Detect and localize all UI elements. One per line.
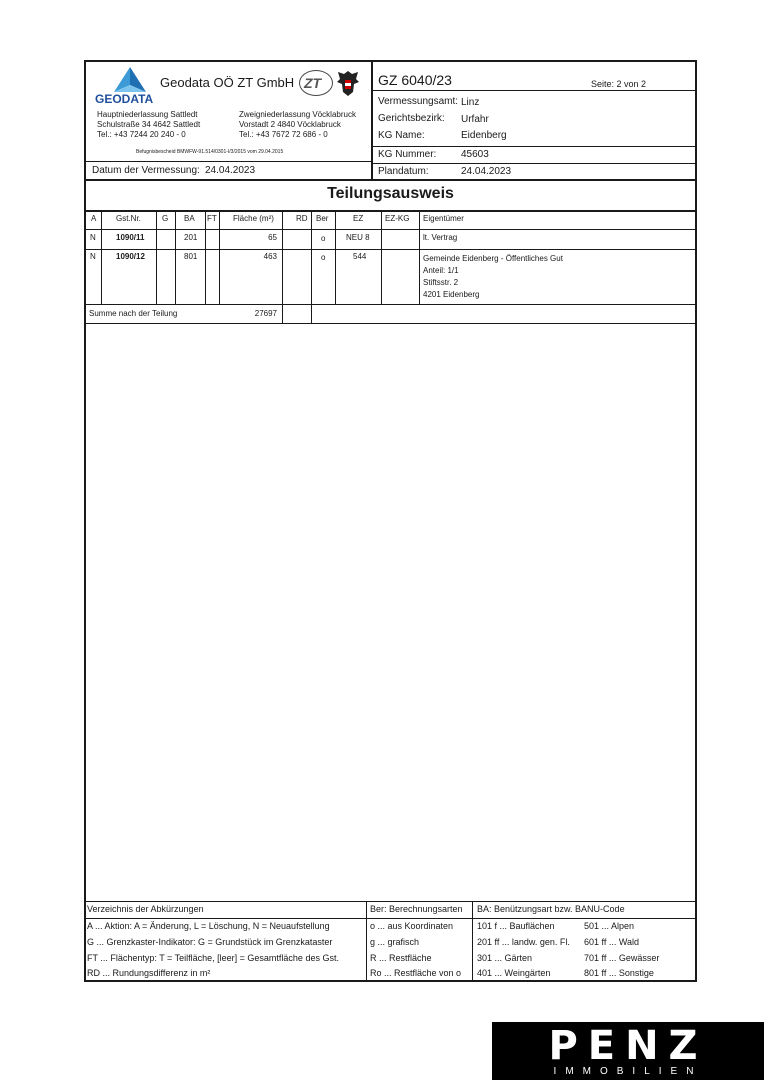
ba-item: 501 ... Alpen <box>584 921 635 931</box>
main-office-title: Hauptniederlassung Sattledt <box>97 110 198 119</box>
legend-col-line <box>366 901 367 981</box>
ba-title: BA: Benützungsart bzw. BANU-Code <box>477 904 625 914</box>
penz-logo <box>492 1022 764 1080</box>
col-header-ber: Ber <box>316 214 329 223</box>
info-value: 24.04.2023 <box>461 166 512 177</box>
ber-item: g ... grafisch <box>370 937 420 947</box>
row1-owner: lt. Vertrag <box>423 233 458 242</box>
row2-owner-line: Gemeinde Eidenberg - Öffentliches Gut <box>423 254 563 263</box>
col-header-ft: FT <box>207 214 217 223</box>
ba-item: 701 ff ... Gewässer <box>584 953 660 963</box>
geodata-logo-text: GEODATA <box>95 92 154 106</box>
main-office-street: Schulstraße 34 4642 Sattledt <box>97 120 201 129</box>
legend-line <box>85 918 696 919</box>
table-col-line <box>311 211 312 323</box>
penz-logo-name: PENZ <box>548 1023 708 1069</box>
geodata-logo-icon <box>110 66 150 94</box>
ba-item: 101 f ... Bauflächen <box>477 921 555 931</box>
table-col-line <box>205 211 206 304</box>
page-info: Seite: 2 von 2 <box>591 79 647 89</box>
survey-date: 24.04.2023 <box>205 165 256 176</box>
row1-ber: o <box>321 234 326 243</box>
sum-value: 27697 <box>254 309 277 318</box>
info-value: Urfahr <box>461 114 489 125</box>
row1-flaeche: 65 <box>268 233 277 242</box>
gz-number: GZ 6040/23 <box>378 72 452 88</box>
table-col-line <box>381 211 382 304</box>
ber-item: o ... aus Koordinaten <box>370 921 454 931</box>
ber-item: Ro ... Restfläche von o <box>370 968 462 978</box>
table-col-line <box>219 211 220 304</box>
austrian-eagle-icon <box>334 68 362 98</box>
abbr-item: A ... Aktion: A = Änderung, L = Löschung, N = Neuaufstellung <box>87 921 330 931</box>
abbr-title: Verzeichnis der Abkürzungen <box>87 904 204 914</box>
info-label: Plandatum: <box>378 166 429 177</box>
legend-line <box>85 901 696 902</box>
table-col-line <box>175 211 176 304</box>
ba-item: 301 ... Gärten <box>477 953 533 963</box>
ber-title: Ber: Berechnungsarten <box>370 904 463 914</box>
row2-flaeche: 463 <box>263 252 277 261</box>
col-header-g: G <box>162 214 169 223</box>
ba-item: 801 ff ... Sonstige <box>584 968 654 978</box>
info-value: Eidenberg <box>461 130 507 141</box>
branch-title: Zweigniederlassung Vöcklabruck <box>239 110 356 119</box>
header-bottom-line <box>85 179 696 181</box>
abbr-item: RD ... Rundungsdifferenz in m² <box>87 968 211 978</box>
abbr-item: FT ... Flächentyp: T = Teilfläche, [leer] = Gesamtfläche des Gst. <box>87 953 339 963</box>
survey-date-label: Datum der Vermessung: <box>92 165 200 176</box>
col-header-flaeche: Fläche (m²) <box>233 214 274 223</box>
main-office-phone: Tel.: +43 7244 20 240 - 0 <box>97 130 186 139</box>
document-title: Teilungsausweis <box>327 185 454 202</box>
row2-a: N <box>90 252 96 261</box>
row2-ez: 544 <box>353 252 367 261</box>
table-line <box>85 229 696 230</box>
table-col-line <box>101 211 102 304</box>
table-line <box>85 323 696 324</box>
row2-ba: 801 <box>184 252 198 261</box>
penz-logo-sub: IMMOBILIEN <box>553 1066 703 1077</box>
legend-col-line <box>472 901 473 981</box>
company-name: Geodata OÖ ZT GmbH <box>160 75 295 90</box>
table-col-line <box>335 211 336 304</box>
info-line <box>372 163 696 164</box>
col-header-owner: Eigentümer <box>423 214 464 223</box>
info-label: Vermessungsamt: <box>378 96 459 107</box>
abbr-item: G ... Grenzkaster-Indikator: G = Grundstück im Grenzkataster <box>87 937 333 947</box>
row2-owner-line: Stiftsstr. 2 <box>423 278 459 287</box>
ba-item: 201 ff ... landw. gen. Fl. <box>477 937 570 947</box>
col-header-ezkg: EZ-KG <box>385 214 410 223</box>
col-header-ez: EZ <box>353 214 364 223</box>
col-header-gst: Gst.Nr. <box>116 214 141 223</box>
zt-logo-text: ZT <box>304 75 322 91</box>
table-line <box>85 304 696 305</box>
info-value: Linz <box>461 97 480 108</box>
info-line <box>372 146 696 147</box>
info-label: KG Nummer: <box>378 149 437 160</box>
row2-owner-line: Anteil: 1/1 <box>423 266 459 275</box>
header-left-line <box>85 161 372 162</box>
info-line <box>372 90 696 91</box>
row2-ber: o <box>321 253 326 262</box>
ber-item: R ... Restfläche <box>370 953 432 963</box>
col-header-a: A <box>91 214 97 223</box>
table-line <box>85 249 696 250</box>
sum-label: Summe nach der Teilung <box>89 309 178 318</box>
row1-ba: 201 <box>184 233 198 242</box>
table-col-line <box>156 211 157 304</box>
row1-gst: 1090/11 <box>116 233 145 242</box>
authorization-text: Befugnisbescheid BMWFW-91.514/0301-I/3/2015 vom 29.04.2015 <box>136 149 284 155</box>
row1-ez: NEU 8 <box>346 233 370 242</box>
col-header-rd: RD <box>296 214 308 223</box>
row2-owner-line: 4201 Eidenberg <box>423 290 480 299</box>
zt-logo-icon <box>299 70 333 96</box>
table-col-line <box>282 211 283 323</box>
branch-street: Vorstadt 2 4840 Vöcklabruck <box>239 120 341 129</box>
title-bottom-line <box>85 210 696 212</box>
info-value: 45603 <box>461 149 489 160</box>
col-header-ba: BA <box>184 214 195 223</box>
ba-item: 401 ... Weingärten <box>477 968 551 978</box>
row2-gst: 1090/12 <box>116 252 145 261</box>
info-label: KG Name: <box>378 130 425 141</box>
table-col-line <box>419 211 420 304</box>
branch-phone: Tel.: +43 7672 72 686 - 0 <box>239 130 328 139</box>
info-label: Gerichtsbezirk: <box>378 113 445 124</box>
row1-a: N <box>90 233 96 242</box>
ba-item: 601 ff ... Wald <box>584 937 640 947</box>
